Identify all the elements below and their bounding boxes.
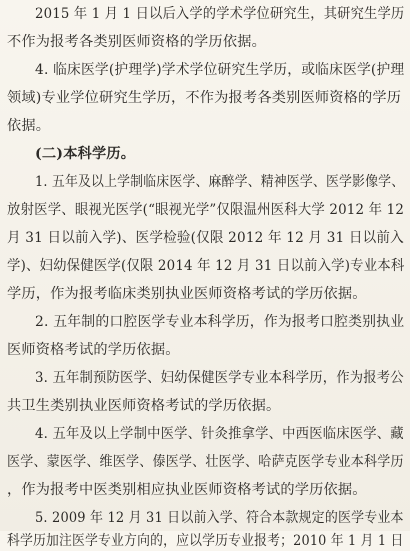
text-line: 4. 临床医学(护理学)学术学位研究生学历，或临床医学(护理 xyxy=(35,62,405,78)
text-line: 不作为报考各类别医师资格的学历依据。 xyxy=(7,34,266,50)
text-line: 学)、妇幼保健医学(仅限 2014 年 12 月 31 日以前入学)专业本科 xyxy=(7,258,405,274)
text-line: 学历，作为报考临床类别执业医师资格考试的学历依据。 xyxy=(7,286,367,302)
text-line: 月 31 日以前入学)、医学检验(仅限 2012 年 12 月 31 日以前入 xyxy=(7,230,404,246)
text-line: 依据。 xyxy=(7,118,51,134)
text-line: 领域)专业学位研究生学历，不作为报考各类别医师资格的学历 xyxy=(7,90,402,106)
text-line: 共卫生类别执业医师资格考试的学历依据。 xyxy=(7,398,281,414)
text-line: 医学、蒙医学、维医学、傣医学、壮医学、哈萨克医学专业本科学历 xyxy=(7,454,404,470)
text-line: ，作为报考中医类别相应执业医师资格考试的学历依据。 xyxy=(7,482,367,498)
section-heading: (二)本科学历。 xyxy=(35,146,136,162)
text-line: 3. 五年制预防医学、妇幼保健医学专业本科学历，作为报考公 xyxy=(35,370,404,386)
text-line: 放射医学、眼视光医学(“眼视光学”仅限温州医科大学 2012 年 12 xyxy=(7,202,405,218)
text-line: 2015 年 1 月 1 日以后入学的学术学位研究生，其研究生学历 xyxy=(35,6,405,22)
text-line: 4. 五年及以上学制中医学、针灸推拿学、中西医临床医学、藏 xyxy=(35,426,404,442)
text-line: 2. 五年制的口腔医学专业本科学历，作为报考口腔类别执业 xyxy=(35,314,405,330)
text-line: 科学历加注医学专业方向的，应以学历专业报考；2010 年 1 月 1 日 xyxy=(7,533,404,549)
text-line: 1. 五年及以上学制临床医学、麻醉学、精神医学、医学影像学、 xyxy=(35,174,405,190)
text-line: 医师资格考试的学历依据。 xyxy=(7,342,180,358)
text-line: 5. 2009 年 12 月 31 日以前入学、符合本款规定的医学专业本 xyxy=(35,510,404,526)
